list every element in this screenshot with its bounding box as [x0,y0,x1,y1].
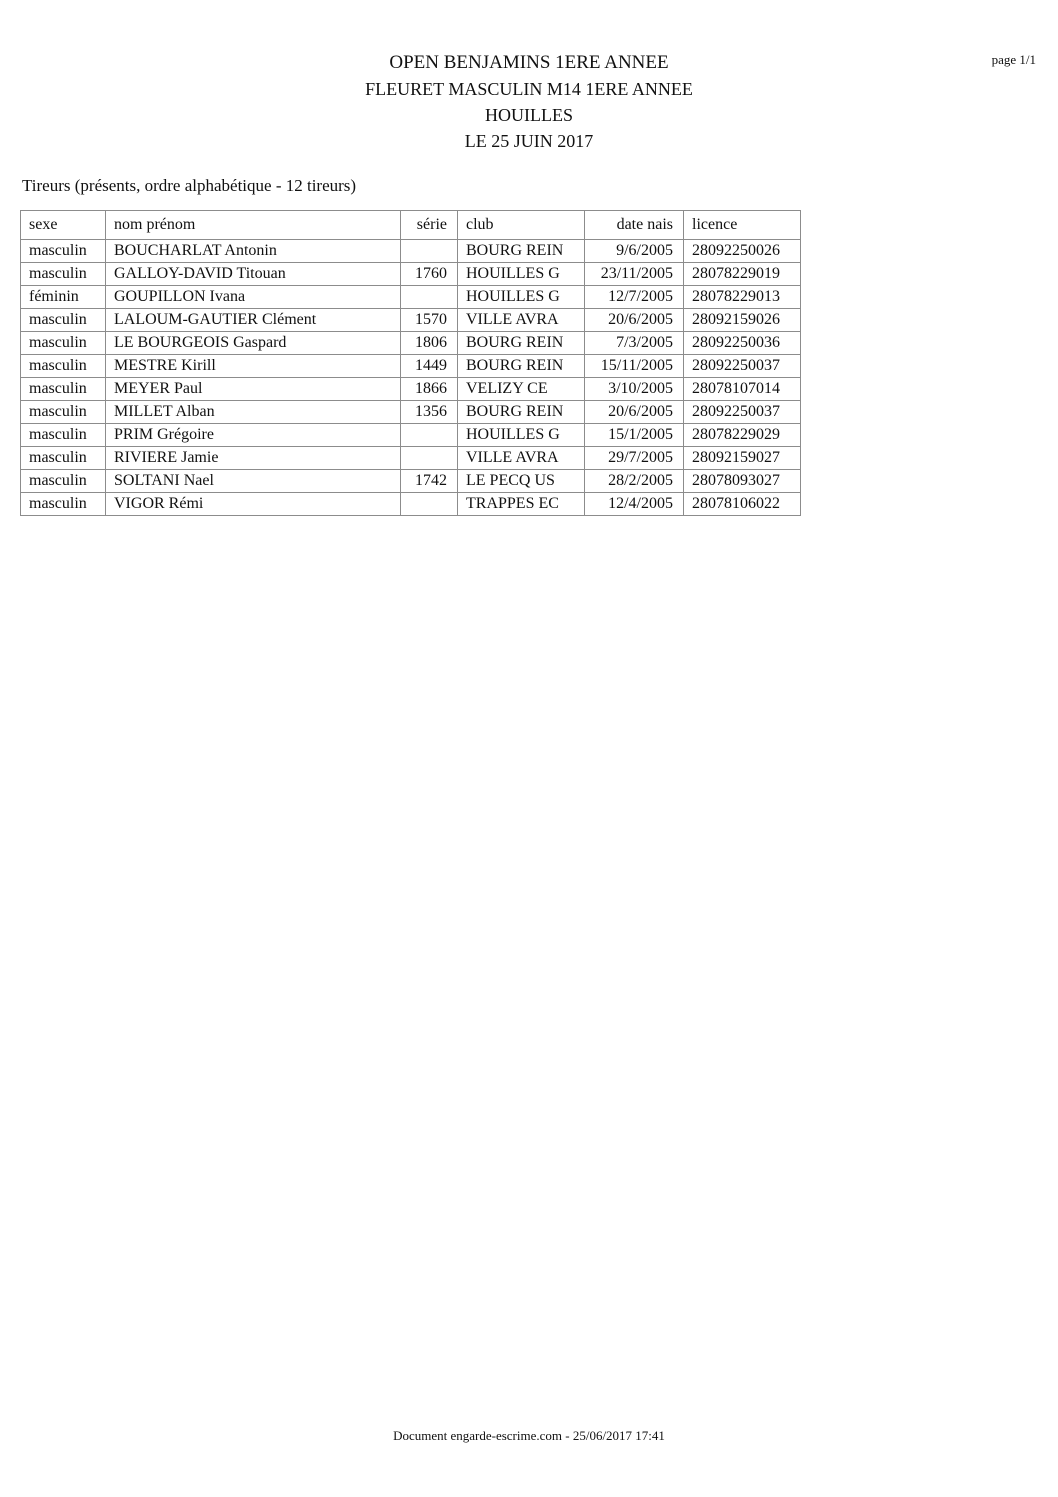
cell-serie: 1760 [401,263,458,286]
cell-serie [401,493,458,516]
cell-sexe: féminin [21,286,106,309]
column-header-club: club [458,211,585,240]
cell-sexe: masculin [21,309,106,332]
cell-licence: 28078229019 [684,263,801,286]
cell-sexe: masculin [21,447,106,470]
cell-club: TRAPPES EC [458,493,585,516]
cell-nom: LALOUM-GAUTIER Clément [106,309,401,332]
cell-nom: SOLTANI Nael [106,470,401,493]
event-date: LE 25 JUIN 2017 [464,131,594,151]
table-row [21,424,801,447]
cell-nom: LE BOURGEOIS Gaspard [106,332,401,355]
cell-date: 7/3/2005 [585,332,684,355]
column-header-licence: licence [684,211,801,240]
cell-date: 12/7/2005 [585,286,684,309]
cell-licence: 28078229013 [684,286,801,309]
cell-club: BOURG REIN [458,240,585,263]
cell-date: 28/2/2005 [585,470,684,493]
column-header-serie: série [401,211,458,240]
cell-sexe: masculin [21,401,106,424]
cell-licence: 28078229029 [684,424,801,447]
cell-nom: PRIM Grégoire [106,424,401,447]
cell-licence: 28092250026 [684,240,801,263]
cell-date: 9/6/2005 [585,240,684,263]
cell-serie: 1570 [401,309,458,332]
cell-sexe: masculin [21,470,106,493]
cell-nom: BOUCHARLAT Antonin [106,240,401,263]
table-row [21,309,801,332]
cell-sexe: masculin [21,240,106,263]
cell-nom: MEYER Paul [106,378,401,401]
cell-club: HOUILLES G [458,286,585,309]
cell-serie [401,240,458,263]
list-title: Tireurs (présents, ordre alphabétique - 12 tireurs) [22,176,357,195]
cell-nom: RIVIERE Jamie [106,447,401,470]
cell-club: HOUILLES G [458,424,585,447]
cell-licence: 28092250037 [684,401,801,424]
cell-serie: 1742 [401,470,458,493]
table-row [21,332,801,355]
event-location: HOUILLES [485,105,573,125]
cell-serie [401,447,458,470]
cell-nom: MESTRE Kirill [106,355,401,378]
cell-sexe: masculin [21,493,106,516]
cell-club: HOUILLES G [458,263,585,286]
table-row [21,447,801,470]
event-subtitle: FLEURET MASCULIN M14 1ERE ANNEE [365,79,693,99]
cell-nom: GOUPILLON Ivana [106,286,401,309]
page-number: page 1/1 [991,52,1036,67]
cell-licence: 28078106022 [684,493,801,516]
cell-licence: 28092250036 [684,332,801,355]
cell-serie: 1449 [401,355,458,378]
table-row [21,470,801,493]
cell-club: VELIZY CE [458,378,585,401]
table-row [21,355,801,378]
cell-licence: 28092159027 [684,447,801,470]
column-header-nom: nom prénom [106,211,401,240]
cell-licence: 28078107014 [684,378,801,401]
cell-date: 20/6/2005 [585,401,684,424]
cell-date: 29/7/2005 [585,447,684,470]
cell-date: 20/6/2005 [585,309,684,332]
cell-nom: GALLOY-DAVID Titouan [106,263,401,286]
cell-nom: VIGOR Rémi [106,493,401,516]
column-header-sexe: sexe [21,211,106,240]
cell-sexe: masculin [21,355,106,378]
table-row [21,286,801,309]
cell-date: 3/10/2005 [585,378,684,401]
footer: Document engarde-escrime.com - 25/06/2017 17:41 [393,1428,665,1443]
cell-club: BOURG REIN [458,332,585,355]
cell-sexe: masculin [21,378,106,401]
cell-date: 15/1/2005 [585,424,684,447]
cell-club: LE PECQ US [458,470,585,493]
cell-club: BOURG REIN [458,355,585,378]
cell-licence: 28092159026 [684,309,801,332]
cell-serie: 1356 [401,401,458,424]
cell-serie [401,286,458,309]
column-header-date: date nais [585,211,684,240]
cell-serie: 1806 [401,332,458,355]
table-row [21,263,801,286]
table-row [21,493,801,516]
cell-club: VILLE AVRA [458,447,585,470]
cell-serie [401,424,458,447]
table-row [21,401,801,424]
cell-date: 12/4/2005 [585,493,684,516]
table-header-row [21,211,801,240]
cell-sexe: masculin [21,263,106,286]
cell-club: VILLE AVRA [458,309,585,332]
cell-sexe: masculin [21,424,106,447]
cell-licence: 28092250037 [684,355,801,378]
table-row [21,240,801,263]
cell-date: 15/11/2005 [585,355,684,378]
table-body [21,240,801,516]
document-header [0,50,1058,154]
fencers-table [20,210,801,516]
cell-date: 23/11/2005 [585,263,684,286]
competition-title: OPEN BENJAMINS 1ERE ANNEE [389,52,669,73]
table-row [21,378,801,401]
cell-licence: 28078093027 [684,470,801,493]
cell-serie: 1866 [401,378,458,401]
cell-club: BOURG REIN [458,401,585,424]
cell-nom: MILLET Alban [106,401,401,424]
cell-sexe: masculin [21,332,106,355]
